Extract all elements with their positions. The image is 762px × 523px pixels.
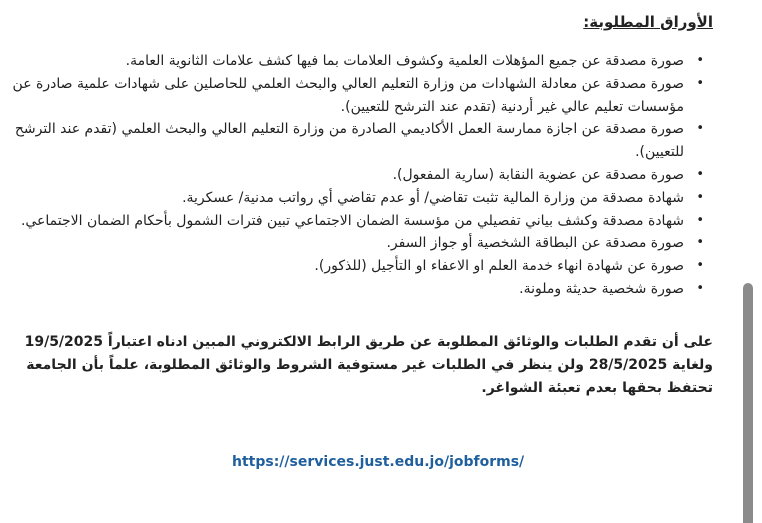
list-item: [4, 118, 704, 164]
list-item-text: صورة شخصية حديثة وملونة.: [519, 280, 684, 297]
vertical-scrollbar[interactable]: [740, 0, 762, 523]
section-title: الأوراق المطلوبة:: [583, 13, 713, 31]
bullet-icon: •: [696, 189, 704, 205]
bullet-icon: •: [696, 258, 704, 274]
list-item: [4, 278, 704, 301]
job-forms-link[interactable]: https://services.just.edu.jo/jobforms/: [232, 454, 525, 470]
bullet-icon: •: [696, 280, 704, 296]
bullet-icon: •: [696, 212, 704, 228]
list-item: [4, 187, 704, 210]
list-item-text: شهادة مصدقة من وزارة المالية تثبت تقاضي/ أو عدم تقاضي أي رواتب مدنية/ عسكرية.: [182, 189, 684, 206]
required-documents-list: [4, 50, 706, 301]
bullet-icon: •: [696, 53, 704, 68]
list-item-text: صورة مصدقة عن عضوية النقابة (سارية المفعول).: [392, 166, 684, 183]
bullet-icon: •: [696, 166, 704, 182]
list-item-text: صورة مصدقة عن جميع المؤهلات العلمية وكشوف العلامات بما فيها كشف علامات الثانوية العامة.: [125, 53, 684, 69]
application-notice: على أن تقدم الطلبات والوثائق المطلوبة عن طريق الرابط الالكتروني المبين ادناه اعتباراً 19/5/2025 ولغاية 28/5/2025 ولن ينظر في الطلبات غير مستوفية الشروط والوثائق المطلوبة، علماً بأن الجامعة تحتفظ بحقها بعدم تعبئة الشواغر.: [24, 334, 713, 396]
list-item-text: صورة مصدقة عن اجازة ممارسة العمل الأكاديمي الصادرة من وزارة التعليم العالي والبحث العلمي (تقدم عند الترشح للتعيين).: [14, 121, 684, 161]
list-item: [4, 73, 704, 119]
bullet-icon: •: [696, 235, 704, 251]
list-item: [4, 164, 704, 187]
bullet-icon: •: [696, 121, 704, 137]
list-item-text: صورة عن شهادة انهاء خدمة العلم او الاعفاء او التأجيل (للذكور).: [314, 258, 684, 275]
list-item-text: صورة مصدقة عن معادلة الشهادات من وزارة التعليم العالي والبحث العلمي للحاصلين على شهادات علمية صادرة عن مؤسسات تعليم عالي غير أردنية (تقدم عند الترشح للتعيين).: [12, 75, 684, 115]
scrollbar-thumb[interactable]: [743, 283, 753, 523]
bullet-icon: •: [696, 75, 704, 91]
list-item-text: شهادة مصدقة وكشف بياني تفصيلي من مؤسسة الضمان الاجتماعي تبين فترات الشمول بأحكام الضمان الاجتماعي.: [20, 212, 684, 229]
list-item: [4, 50, 704, 73]
list-item: [4, 255, 704, 278]
list-item: [4, 232, 704, 255]
list-item-text: صورة مصدقة عن البطاقة الشخصية أو جواز السفر.: [386, 235, 684, 252]
list-item: [4, 210, 704, 233]
